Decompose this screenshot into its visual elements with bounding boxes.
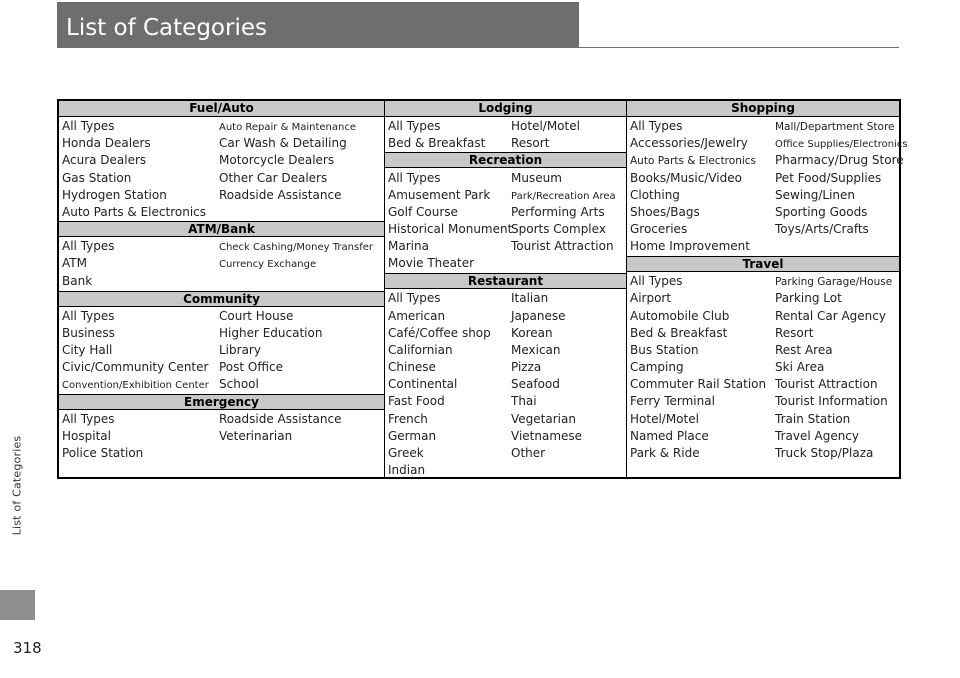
- category-item: Other: [511, 446, 546, 460]
- side-rail: [0, 0, 35, 590]
- category-item: Tourist Attraction: [775, 377, 878, 391]
- category-item: Truck Stop/Plaza: [775, 446, 874, 460]
- section-header-community: Community: [59, 291, 384, 307]
- category-item: Car Wash & Detailing: [219, 136, 347, 150]
- category-item: Toys/Arts/Crafts: [775, 222, 869, 236]
- column-lodging-restaurant: [385, 101, 627, 477]
- category-item: Camping: [630, 360, 684, 374]
- category-item: Tourist Attraction: [511, 239, 614, 253]
- section-header-restaurant: Restaurant: [385, 273, 626, 289]
- category-item: Thai: [511, 394, 537, 408]
- category-item: Convention/Exhibition Center: [62, 380, 209, 391]
- category-item: Continental: [388, 377, 458, 391]
- category-item: Performing Arts: [511, 205, 605, 219]
- category-item: Chinese: [388, 360, 436, 374]
- category-item: Sewing/Linen: [775, 188, 856, 202]
- category-item: American: [388, 309, 446, 323]
- category-item: Post Office: [219, 360, 283, 374]
- category-item: Rental Car Agency: [775, 309, 886, 323]
- category-item: Fast Food: [388, 394, 445, 408]
- category-item: Pet Food/Supplies: [775, 171, 882, 185]
- category-item: Bank: [62, 274, 93, 288]
- category-item: Seafood: [511, 377, 560, 391]
- category-item: Library: [219, 343, 261, 357]
- category-item: Other Car Dealers: [219, 171, 328, 185]
- category-item: Business: [62, 326, 115, 340]
- category-item: Japanese: [511, 309, 566, 323]
- category-item: Tourist Information: [775, 394, 888, 408]
- category-item: Ferry Terminal: [630, 394, 715, 408]
- category-item: Higher Education: [219, 326, 323, 340]
- category-item: Historical Monument: [388, 222, 513, 236]
- side-tab-label: List of Categories: [10, 435, 24, 535]
- category-item: Marina: [388, 239, 429, 253]
- category-item: Californian: [388, 343, 453, 357]
- category-item: Groceries: [630, 222, 688, 236]
- category-item: Pharmacy/Drug Store: [775, 153, 904, 167]
- category-item: Ski Area: [775, 360, 825, 374]
- category-item: Sports Complex: [511, 222, 606, 236]
- category-item: Italian: [511, 291, 549, 305]
- category-item: Sporting Goods: [775, 205, 868, 219]
- section-header-travel: Travel: [627, 256, 899, 272]
- column-fuel-community: [59, 101, 385, 477]
- page-title: List of Categories: [66, 15, 267, 41]
- category-item: Civic/Community Center: [62, 360, 209, 374]
- category-item: Amusement Park: [388, 188, 491, 202]
- category-item: Parking Garage/House: [775, 276, 893, 288]
- category-item: Police Station: [62, 446, 144, 460]
- category-item: Veterinarian: [219, 429, 293, 443]
- category-item: Greek: [388, 446, 424, 460]
- category-item: Resort: [775, 326, 814, 340]
- category-item: Hospital: [62, 429, 111, 443]
- category-item: Vietnamese: [511, 429, 583, 443]
- category-item: Museum: [511, 171, 562, 185]
- category-item: Books/Music/Video: [630, 171, 742, 185]
- category-item: Court House: [219, 309, 294, 323]
- category-item: Commuter Rail Station: [630, 377, 767, 391]
- category-item: Acura Dealers: [62, 153, 147, 167]
- category-item: All Types: [62, 119, 115, 133]
- category-item: Golf Course: [388, 205, 458, 219]
- category-item: Pizza: [511, 360, 542, 374]
- category-item: All Types: [630, 119, 683, 133]
- category-item: Park/Recreation Area: [511, 191, 616, 202]
- category-item: Shoes/Bags: [630, 205, 700, 219]
- category-item: Mexican: [511, 343, 561, 357]
- category-item: Hotel/Motel: [511, 119, 580, 133]
- category-item: Auto Parts & Electronics: [630, 155, 757, 167]
- category-item: Honda Dealers: [62, 136, 151, 150]
- category-item: Bed & Breakfast: [388, 136, 486, 150]
- category-item: Named Place: [630, 429, 709, 443]
- category-item: Check Cashing/Money Transfer: [219, 242, 373, 253]
- section-header-atm-bank: ATM/Bank: [59, 221, 384, 237]
- category-item: Accessories/Jewelry: [630, 136, 748, 150]
- category-item: All Types: [62, 412, 115, 426]
- section-header-shopping: Shopping: [627, 101, 899, 117]
- category-item: Hydrogen Station: [62, 188, 167, 202]
- category-item: Clothing: [630, 188, 680, 202]
- section-header-emergency: Emergency: [59, 394, 384, 410]
- category-item: All Types: [630, 274, 683, 288]
- category-item: Rest Area: [775, 343, 833, 357]
- category-item: Auto Parts & Electronics: [62, 205, 207, 219]
- category-item: City Hall: [62, 343, 113, 357]
- category-item: Home Improvement: [630, 239, 750, 253]
- category-item: Vegetarian: [511, 412, 576, 426]
- category-item: German: [388, 429, 437, 443]
- category-item: All Types: [62, 309, 115, 323]
- category-item: Train Station: [775, 412, 851, 426]
- category-item: All Types: [388, 291, 441, 305]
- category-item: Travel Agency: [775, 429, 859, 443]
- category-item: All Types: [388, 171, 441, 185]
- category-item: All Types: [388, 119, 441, 133]
- column-shopping-travel: [627, 101, 908, 477]
- category-table: [57, 99, 908, 479]
- side-tab-marker: [0, 590, 35, 620]
- page-number: 318: [13, 639, 42, 657]
- title-rule: [579, 47, 899, 48]
- category-item: Café/Coffee shop: [388, 326, 491, 340]
- category-item: Automobile Club: [630, 309, 730, 323]
- category-item: Motorcycle Dealers: [219, 153, 335, 167]
- section-header-lodging: Lodging: [385, 101, 626, 117]
- category-item: Auto Repair & Maintenance: [219, 122, 356, 133]
- category-item: Bed & Breakfast: [630, 326, 728, 340]
- section-header-recreation: Recreation: [385, 152, 626, 168]
- category-item: French: [388, 412, 428, 426]
- category-item: Park & Ride: [630, 446, 700, 460]
- category-item: Gas Station: [62, 171, 132, 185]
- category-item: ATM: [62, 256, 87, 270]
- category-item: Parking Lot: [775, 291, 842, 305]
- category-item: Mall/Department Store: [775, 121, 895, 133]
- category-item: Korean: [511, 326, 553, 340]
- section-header-fuel-auto: Fuel/Auto: [59, 101, 384, 117]
- category-item: Hotel/Motel: [630, 412, 699, 426]
- category-item: Resort: [511, 136, 550, 150]
- category-item: Roadside Assistance: [219, 412, 342, 426]
- category-item: Airport: [630, 291, 672, 305]
- category-item: Bus Station: [630, 343, 699, 357]
- category-item: All Types: [62, 239, 115, 253]
- category-item: Movie Theater: [388, 256, 475, 270]
- category-item: Indian: [388, 463, 426, 477]
- side-tab: [2, 380, 32, 590]
- category-item: Office Supplies/Electronics: [775, 139, 908, 150]
- category-item: School: [219, 377, 259, 391]
- category-item: Currency Exchange: [219, 259, 317, 270]
- category-item: Roadside Assistance: [219, 188, 342, 202]
